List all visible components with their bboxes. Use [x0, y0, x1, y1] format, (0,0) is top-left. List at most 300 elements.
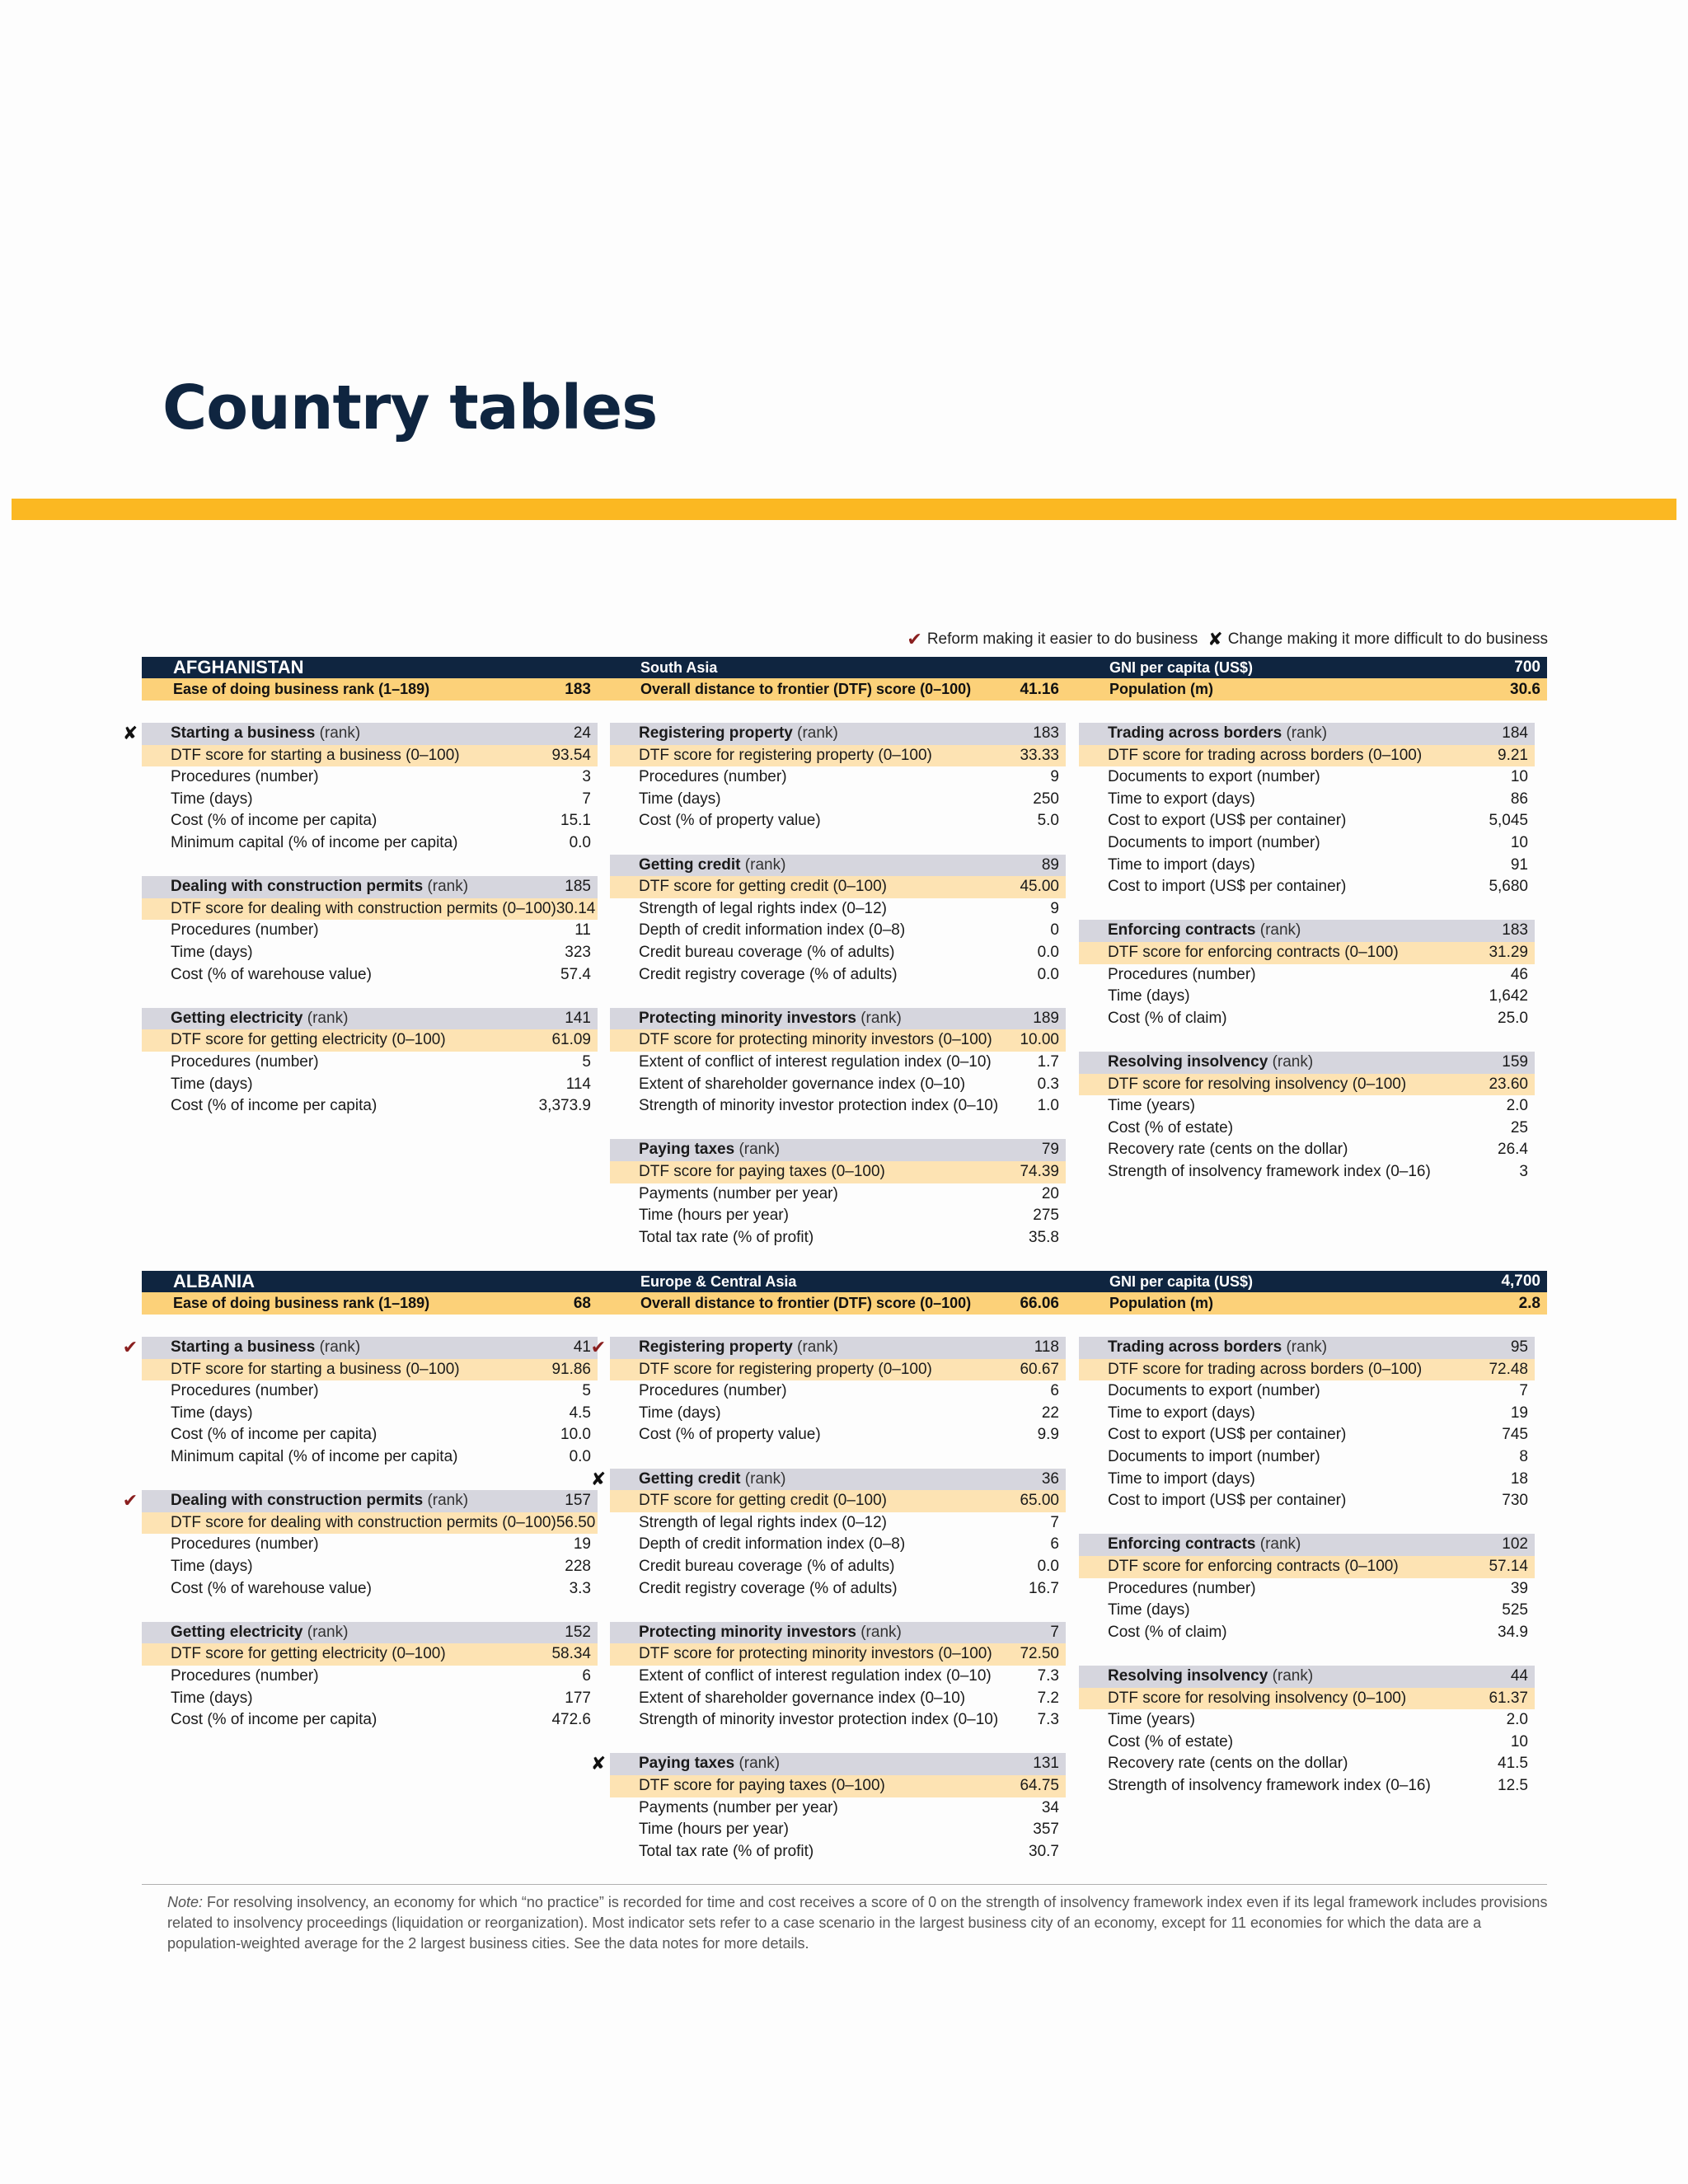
indicator-rank-row — [122, 723, 598, 745]
indicator-row-label: Procedures (number) — [1108, 965, 1256, 983]
indicator-rank-row — [610, 855, 1066, 877]
indicator-row-label: Procedures (number) — [171, 1535, 319, 1554]
indicator-row-value: 6 — [1050, 1535, 1059, 1554]
dtf-label: DTF score for starting a business (0–100) — [171, 746, 460, 764]
indicator-row-label: Procedures (number) — [1108, 1579, 1256, 1597]
indicator-rank-row — [1079, 1337, 1535, 1359]
indicator-row-label: Cost (% of income per capita) — [171, 1711, 377, 1729]
indicator-row — [142, 1380, 598, 1403]
indicator-row — [142, 1534, 598, 1556]
dtf-label: DTF score for resolving insolvency (0–100) — [1108, 1075, 1407, 1093]
indicator-row-label: Time (days) — [171, 1075, 253, 1093]
yellow-divider-bar — [12, 499, 1676, 520]
dtf-label: DTF score for enforcing contracts (0–100) — [1108, 1557, 1399, 1575]
indicator-title — [171, 876, 468, 898]
indicator-name: Enforcing contracts — [1108, 1535, 1256, 1554]
indicator-row-label: Recovery rate (cents on the dollar) — [1108, 1141, 1348, 1159]
rank-suffix: (rank) — [319, 1338, 361, 1356]
cross-icon: ✘ — [590, 1468, 607, 1489]
indicator-rank-row — [610, 723, 1066, 745]
indicator-title — [1108, 920, 1301, 942]
population-label: Population (m) — [1109, 681, 1213, 697]
indicator-row-value: 0.0 — [1037, 1557, 1059, 1575]
indicator-row-label: Time (days) — [639, 790, 721, 808]
indicator-name: Getting electricity — [171, 1623, 303, 1641]
indicator-title — [639, 1337, 838, 1359]
country-name: ALBANIA — [173, 1271, 255, 1291]
indicator-block — [610, 723, 1066, 832]
indicator-row — [610, 1819, 1066, 1841]
rank-suffix: (rank) — [860, 1623, 902, 1641]
indicator-row-value: 6 — [582, 1666, 591, 1685]
indicator-row-value: 34 — [1041, 1798, 1059, 1816]
indicator-dtf-row — [1079, 942, 1535, 964]
indicator-row-label: Minimum capital (% of income per capita) — [171, 1447, 458, 1465]
indicator-block — [610, 1008, 1066, 1118]
indicator-row-value: 114 — [565, 1075, 591, 1093]
region-name: Europe & Central Asia — [640, 1272, 797, 1290]
indicator-row — [610, 1556, 1066, 1578]
cross-icon: ✘ — [590, 1753, 607, 1774]
indicator-row-label: Time to import (days) — [1108, 1469, 1255, 1488]
indicator-row-label: Documents to export (number) — [1108, 768, 1320, 786]
indicator-row — [1079, 1469, 1535, 1491]
indicator-title — [1108, 1052, 1313, 1074]
country-header-bar — [142, 1271, 1547, 1292]
indicator-row-value: 11 — [574, 921, 591, 940]
dtf-label: DTF score for protecting minority investors (0–100) — [639, 1031, 992, 1049]
indicator-rank: 102 — [1502, 1535, 1528, 1554]
dtf-label: DTF score for getting credit (0–100) — [639, 1492, 887, 1510]
indicator-row-value: 177 — [565, 1689, 591, 1707]
indicator-title — [171, 723, 360, 745]
indicator-row-value: 15.1 — [560, 812, 591, 830]
indicator-row-value: 86 — [1510, 790, 1528, 808]
indicator-row-value: 1.0 — [1037, 1097, 1059, 1115]
dtf-label: DTF score for getting electricity (0–100) — [171, 1645, 446, 1663]
indicator-rank-row — [122, 1490, 598, 1512]
indicator-row — [1079, 1753, 1535, 1775]
indicator-rank: 7 — [1050, 1623, 1059, 1641]
indicator-rank-row — [1079, 1534, 1535, 1556]
indicator-title — [1108, 1666, 1313, 1688]
indicator-row-value: 2.0 — [1506, 1711, 1528, 1729]
dtf-value: 31.29 — [1489, 943, 1528, 961]
indicator-row-label: Time (days) — [1108, 1601, 1190, 1619]
indicator-name: Protecting minority investors — [639, 1009, 856, 1027]
indicator-dtf-row — [1079, 1556, 1535, 1578]
indicator-row — [142, 1074, 598, 1096]
dtf-value: 91.86 — [551, 1360, 591, 1378]
indicator-row-label: Strength of minority investor protection index (0–10) — [639, 1097, 999, 1115]
rank-suffix: (rank) — [307, 1009, 349, 1027]
indicator-row-label: Recovery rate (cents on the dollar) — [1108, 1755, 1348, 1773]
indicator-block — [610, 1139, 1066, 1249]
indicator-row-label: Extent of shareholder governance index (0–10) — [639, 1075, 966, 1093]
country-summary-bar — [142, 678, 1547, 701]
indicator-name: Trading across borders — [1108, 1338, 1282, 1356]
indicator-title — [639, 1753, 780, 1775]
indicator-rank: 44 — [1510, 1667, 1528, 1685]
indicator-name: Paying taxes — [639, 1141, 735, 1159]
country-section — [122, 657, 1547, 1246]
indicator-row-label: Procedures (number) — [171, 1382, 319, 1400]
indicator-row-value: 1,642 — [1489, 987, 1528, 1005]
indicator-row-value: 9 — [1050, 899, 1059, 917]
indicator-row-value: 7 — [582, 790, 591, 808]
indicator-row — [1079, 1403, 1535, 1425]
rank-suffix: (rank) — [744, 1469, 786, 1488]
indicator-row-label: Strength of legal rights index (0–12) — [639, 899, 888, 917]
ease-rank-value: 68 — [573, 1294, 591, 1312]
indicator-row-value: 16.7 — [1029, 1579, 1059, 1597]
indicator-row — [610, 898, 1066, 921]
indicator-row-label: Time to export (days) — [1108, 790, 1255, 808]
indicator-row-value: 5,680 — [1489, 878, 1528, 896]
indicator-row — [1079, 1490, 1535, 1512]
indicator-row-value: 30.7 — [1029, 1842, 1059, 1860]
indicator-dtf-row — [1079, 1074, 1535, 1096]
indicator-row-value: 5,045 — [1489, 812, 1528, 830]
indicator-row — [142, 1709, 598, 1732]
gni-value: 700 — [1514, 658, 1540, 676]
indicator-dtf-row — [142, 1359, 598, 1381]
rank-suffix: (rank) — [744, 855, 786, 874]
indicator-row-label: Time (hours per year) — [639, 1207, 789, 1225]
indicator-row-label: Cost (% of estate) — [1108, 1118, 1234, 1137]
dtf-value: 33.33 — [1020, 746, 1059, 764]
indicator-row — [610, 1424, 1066, 1446]
indicator-rank: 185 — [565, 878, 591, 896]
legend — [907, 629, 1548, 650]
indicator-row-value: 10 — [1510, 768, 1528, 786]
indicator-row-value: 25.0 — [1498, 1009, 1528, 1027]
indicator-row-value: 3.3 — [569, 1579, 591, 1597]
indicator-row — [1079, 1424, 1535, 1446]
indicator-row-label: Documents to import (number) — [1108, 1447, 1320, 1465]
indicator-row-value: 10 — [1510, 1732, 1528, 1750]
indicator-row-value: 7 — [1050, 1513, 1059, 1531]
indicator-row-value: 5.0 — [1037, 812, 1059, 830]
ease-rank-label: Ease of doing business rank (1–189) — [173, 1295, 430, 1311]
indicator-title — [639, 1469, 785, 1491]
indicator-dtf-row — [610, 745, 1066, 767]
indicator-row-label: Cost (% of warehouse value) — [171, 1579, 372, 1597]
indicator-dtf-row — [1079, 1688, 1535, 1710]
indicator-row-label: Strength of legal rights index (0–12) — [639, 1513, 888, 1531]
rank-suffix: (rank) — [307, 1623, 349, 1641]
dtf-value: 56.50 — [556, 1513, 596, 1531]
rank-suffix: (rank) — [1259, 1535, 1301, 1554]
indicator-row — [1079, 1095, 1535, 1118]
indicator-row-label: Credit bureau coverage (% of adults) — [639, 1557, 895, 1575]
indicator-row-label: Extent of shareholder governance index (0–10) — [639, 1689, 966, 1707]
indicator-row-label: Strength of insolvency framework index (0–16) — [1108, 1162, 1431, 1180]
indicator-row-value: 745 — [1502, 1426, 1528, 1444]
dtf-label: DTF score for trading across borders (0–100) — [1108, 746, 1423, 764]
indicator-row — [610, 1183, 1066, 1206]
indicator-rank-row — [590, 1753, 1066, 1775]
population-label: Population (m) — [1109, 1295, 1213, 1311]
indicator-row — [610, 920, 1066, 942]
indicator-rank: 95 — [1510, 1338, 1528, 1356]
indicator-block — [122, 1490, 598, 1600]
indicator-row-value: 7 — [1519, 1382, 1528, 1400]
indicator-row-value: 12.5 — [1498, 1776, 1528, 1794]
indicator-dtf-row — [142, 898, 598, 921]
rank-suffix: (rank) — [738, 1755, 781, 1773]
rank-suffix: (rank) — [797, 1338, 838, 1356]
cross-icon: ✘ — [122, 723, 138, 743]
overall-dtf-label: Overall distance to frontier (DTF) score (0–100) — [640, 681, 972, 697]
indicator-row — [610, 964, 1066, 987]
indicator-row — [142, 766, 598, 789]
indicator-row-label: Time (days) — [171, 790, 253, 808]
indicator-rank: 89 — [1041, 855, 1059, 874]
indicator-row-label: Cost to export (US$ per container) — [1108, 812, 1347, 830]
indicator-row-value: 20 — [1041, 1184, 1059, 1202]
indicator-row — [1079, 964, 1535, 987]
indicator-rank: 36 — [1041, 1469, 1059, 1488]
indicator-title — [1108, 723, 1327, 745]
dtf-value: 72.48 — [1489, 1360, 1528, 1378]
dtf-label: DTF score for getting electricity (0–100) — [171, 1031, 446, 1049]
indicator-row — [1079, 832, 1535, 855]
indicator-rank: 79 — [1041, 1141, 1059, 1159]
indicator-row-label: Cost (% of income per capita) — [171, 1097, 377, 1115]
indicator-row — [1079, 1600, 1535, 1622]
indicator-row — [142, 1403, 598, 1425]
indicator-row-label: Time (days) — [171, 1404, 253, 1422]
indicator-row-value: 3,373.9 — [538, 1097, 591, 1115]
indicator-row-value: 525 — [1502, 1601, 1528, 1619]
indicator-row-value: 0.0 — [569, 833, 591, 851]
indicator-row — [142, 832, 598, 855]
rank-suffix: (rank) — [1272, 1053, 1314, 1071]
indicator-name: Trading across borders — [1108, 724, 1282, 742]
footnote — [167, 1892, 1548, 1954]
indicator-row — [610, 1380, 1066, 1403]
indicator-name: Registering property — [639, 1338, 793, 1356]
indicator-row-label: Cost to export (US$ per container) — [1108, 1426, 1347, 1444]
dtf-label: DTF score for dealing with construction permits (0–100) — [171, 1513, 556, 1531]
ease-rank-value: 183 — [565, 680, 591, 698]
indicator-row-value: 5 — [582, 1052, 591, 1071]
indicator-row-label: Documents to export (number) — [1108, 1382, 1320, 1400]
indicator-row-label: Payments (number per year) — [639, 1798, 838, 1816]
indicator-row — [610, 766, 1066, 789]
indicator-row — [142, 1578, 598, 1601]
dtf-value: 58.34 — [551, 1645, 591, 1663]
rank-suffix: (rank) — [427, 878, 469, 896]
indicator-row — [1079, 1008, 1535, 1030]
rank-suffix: (rank) — [1286, 1338, 1328, 1356]
dtf-label: DTF score for starting a business (0–100) — [171, 1360, 460, 1378]
indicator-row — [142, 1556, 598, 1578]
dtf-value: 65.00 — [1020, 1492, 1059, 1510]
indicator-row — [142, 1052, 598, 1074]
indicator-block — [122, 1337, 598, 1469]
indicator-row-label: Procedures (number) — [171, 1666, 319, 1685]
indicator-row — [142, 964, 598, 987]
indicator-row-value: 3 — [1519, 1162, 1528, 1180]
rank-suffix: (rank) — [1286, 724, 1328, 742]
indicator-row — [610, 1709, 1066, 1732]
indicator-row — [610, 1095, 1066, 1118]
indicator-block — [610, 855, 1066, 987]
indicator-row-label: Procedures (number) — [171, 768, 319, 786]
gni-label: GNI per capita (US$) — [1109, 1272, 1254, 1290]
indicator-row-label: Cost (% of claim) — [1108, 1623, 1227, 1641]
indicator-dtf-row — [610, 876, 1066, 898]
indicator-block — [1079, 723, 1535, 898]
indicator-row — [1079, 766, 1535, 789]
indicator-name: Getting credit — [639, 1469, 741, 1488]
indicator-row-value: 6 — [1050, 1382, 1059, 1400]
indicator-row — [1079, 1622, 1535, 1644]
indicator-title — [639, 855, 785, 877]
indicator-title — [1108, 1534, 1301, 1556]
indicator-row-label: Time (days) — [171, 1689, 253, 1707]
cross-icon: ✘ — [1207, 629, 1223, 649]
indicator-row-value: 730 — [1502, 1492, 1528, 1510]
indicator-row-label: Strength of insolvency framework index (0–16) — [1108, 1776, 1431, 1794]
indicator-row-value: 25 — [1510, 1118, 1528, 1137]
rank-suffix: (rank) — [1259, 921, 1301, 940]
indicator-row-label: Minimum capital (% of income per capita) — [171, 833, 458, 851]
indicator-rank: 159 — [1502, 1053, 1528, 1071]
indicator-row-label: Cost to import (US$ per container) — [1108, 878, 1347, 896]
dtf-value: 23.60 — [1489, 1075, 1528, 1093]
indicator-rank-row — [610, 1622, 1066, 1644]
indicator-row-label: Cost (% of income per capita) — [171, 1426, 377, 1444]
indicator-rank-row — [610, 1008, 1066, 1030]
indicator-title — [639, 723, 838, 745]
rank-suffix: (rank) — [738, 1141, 781, 1159]
gni-value: 4,700 — [1501, 1272, 1540, 1290]
indicator-row — [142, 789, 598, 811]
indicator-row-value: 357 — [1033, 1821, 1059, 1839]
indicator-row-value: 0.0 — [1037, 943, 1059, 961]
dtf-label: DTF score for registering property (0–100) — [639, 1360, 932, 1378]
indicator-row-value: 8 — [1519, 1447, 1528, 1465]
indicator-row — [1079, 1118, 1535, 1140]
indicator-block — [1079, 1052, 1535, 1183]
indicator-row-value: 0.0 — [1037, 965, 1059, 983]
indicator-row-label: Cost (% of property value) — [639, 812, 821, 830]
legend-change-text: Change making it more difficult to do business — [1227, 630, 1548, 648]
indicator-row-label: Payments (number per year) — [639, 1184, 838, 1202]
indicator-row-value: 46 — [1510, 965, 1528, 983]
indicator-row-label: Cost to import (US$ per container) — [1108, 1492, 1347, 1510]
indicator-row-label: Credit registry coverage (% of adults) — [639, 965, 898, 983]
indicator-row-value: 1.7 — [1037, 1052, 1059, 1071]
indicator-rank: 157 — [565, 1492, 591, 1510]
indicator-name: Enforcing contracts — [1108, 921, 1256, 940]
dtf-label: DTF score for getting credit (0–100) — [639, 878, 887, 896]
indicator-row — [610, 1578, 1066, 1601]
indicator-rank: 184 — [1502, 724, 1528, 742]
dtf-label: DTF score for paying taxes (0–100) — [639, 1776, 885, 1794]
indicator-row-value: 275 — [1033, 1207, 1059, 1225]
indicator-row-value: 0 — [1050, 921, 1059, 940]
indicator-row-value: 472.6 — [551, 1711, 591, 1729]
indicator-row-label: Time to export (days) — [1108, 1404, 1255, 1422]
indicator-block — [142, 1008, 598, 1118]
indicator-row-value: 35.8 — [1029, 1228, 1059, 1246]
indicator-name: Getting electricity — [171, 1009, 303, 1027]
checkmark-icon: ✔ — [590, 1337, 607, 1357]
indicator-row-label: Credit registry coverage (% of adults) — [639, 1579, 898, 1597]
indicator-row — [610, 1205, 1066, 1227]
indicator-row-label: Cost (% of warehouse value) — [171, 965, 372, 983]
indicator-row-label: Depth of credit information index (0–8) — [639, 1535, 906, 1554]
indicator-rank: 41 — [573, 1338, 591, 1356]
indicator-title — [639, 1008, 902, 1030]
indicator-row — [610, 1074, 1066, 1096]
indicator-row-value: 250 — [1033, 790, 1059, 808]
indicator-row — [1079, 1139, 1535, 1161]
indicator-rank-row — [122, 1337, 598, 1359]
rank-suffix: (rank) — [860, 1009, 902, 1027]
indicator-title — [171, 1008, 348, 1030]
dtf-value: 10.00 — [1020, 1031, 1059, 1049]
overall-dtf-value: 66.06 — [1020, 1294, 1059, 1312]
indicator-row — [1079, 1578, 1535, 1601]
indicator-block — [590, 1468, 1066, 1601]
indicator-block — [142, 1622, 598, 1732]
checkmark-icon: ✔ — [122, 1490, 138, 1511]
indicator-row-value: 10.0 — [560, 1426, 591, 1444]
indicator-rank-row — [610, 1139, 1066, 1161]
indicator-row-label: Procedures (number) — [171, 921, 319, 940]
indicator-dtf-row — [610, 1775, 1066, 1797]
indicator-dtf-row — [610, 1643, 1066, 1666]
indicator-row — [142, 942, 598, 964]
indicator-row-value: 0.3 — [1037, 1075, 1059, 1093]
indicator-dtf-row — [142, 1643, 598, 1666]
indicator-rank-row — [1079, 1052, 1535, 1074]
indicator-row — [1079, 855, 1535, 877]
indicator-row — [1079, 986, 1535, 1008]
ease-rank-label: Ease of doing business rank (1–189) — [173, 681, 430, 697]
indicator-row — [610, 1841, 1066, 1863]
indicator-row-label: Time (days) — [1108, 987, 1190, 1005]
rank-suffix: (rank) — [1272, 1667, 1314, 1685]
page-title: Country tables — [162, 373, 658, 443]
indicator-row — [610, 1052, 1066, 1074]
indicator-rank: 183 — [1033, 724, 1059, 742]
indicator-name: Resolving insolvency — [1108, 1667, 1268, 1685]
indicator-block — [142, 876, 598, 986]
indicator-row — [610, 1403, 1066, 1425]
indicator-row-label: Documents to import (number) — [1108, 833, 1320, 851]
checkmark-icon: ✔ — [122, 1337, 138, 1357]
indicator-row-label: Strength of minority investor protection index (0–10) — [639, 1711, 999, 1729]
population-value: 30.6 — [1510, 680, 1540, 698]
indicator-row-value: 57.4 — [560, 965, 591, 983]
indicator-row-value: 7.3 — [1037, 1666, 1059, 1685]
indicator-row-label: Credit bureau coverage (% of adults) — [639, 943, 895, 961]
indicator-rank: 189 — [1033, 1009, 1059, 1027]
indicator-rank: 141 — [565, 1009, 591, 1027]
indicator-name: Resolving insolvency — [1108, 1053, 1268, 1071]
dtf-value: 57.14 — [1489, 1557, 1528, 1575]
indicator-row — [610, 1512, 1066, 1535]
indicator-row — [142, 1688, 598, 1710]
indicator-row-label: Time (years) — [1108, 1711, 1195, 1729]
dtf-label: DTF score for registering property (0–100) — [639, 746, 932, 764]
